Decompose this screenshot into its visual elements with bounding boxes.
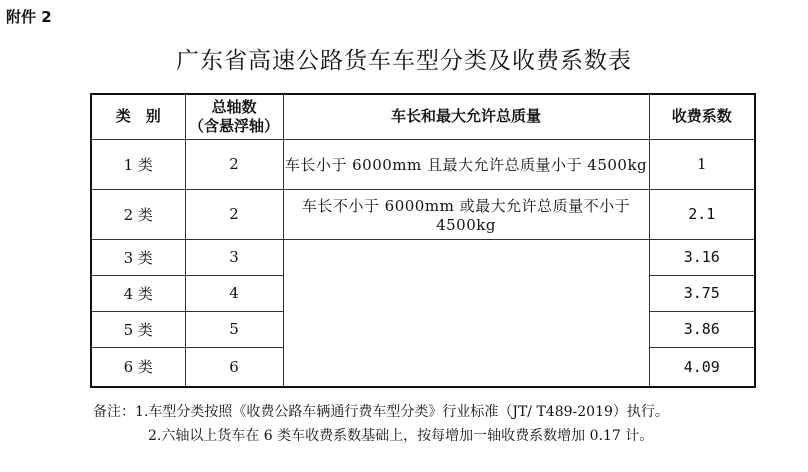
note-line-1: 备注：1.车型分类按照《收费公路车辆通行费车型分类》行业标准（JT/ T489-2019）执行。 <box>93 404 669 420</box>
header-axles-line1: 总轴数 <box>211 97 257 116</box>
category-cell: 3 类 <box>91 239 185 275</box>
table-header-row <box>91 94 755 139</box>
attachment-label: 附件 2 <box>6 8 52 26</box>
fee-coefficient-table <box>90 93 756 388</box>
category-cell: 5 类 <box>91 311 185 347</box>
fee-cell: 4.09 <box>649 347 755 387</box>
note-line-2: 2.六轴以上货车在 6 类车收费系数基础上，按每增加一轴收费系数增加 0.17 计。 <box>148 428 654 444</box>
axles-cell: 5 <box>185 311 283 347</box>
page-title: 广东省高速公路货车车型分类及收费系数表 <box>176 48 632 74</box>
category-cell: 6 类 <box>91 347 185 387</box>
table-row <box>91 189 755 239</box>
fee-cell: 3.16 <box>649 239 755 275</box>
axles-cell: 3 <box>185 239 283 275</box>
spec-cell: 车长不小于 6000mm 或最大允许总质量不小于 4500kg <box>283 189 649 239</box>
fee-cell: 1 <box>649 139 755 189</box>
table-row <box>91 139 755 189</box>
table-row <box>91 239 755 275</box>
axles-cell: 6 <box>185 347 283 387</box>
header-axles-line2: （含悬浮轴） <box>188 116 279 135</box>
axles-cell: 2 <box>185 139 283 189</box>
notes <box>93 400 669 448</box>
axles-cell: 2 <box>185 189 283 239</box>
header-fee: 收费系数 <box>649 94 755 139</box>
category-cell: 1 类 <box>91 139 185 189</box>
fee-cell: 3.75 <box>649 275 755 311</box>
header-axles <box>185 94 283 139</box>
fee-cell: 3.86 <box>649 311 755 347</box>
header-category: 类 别 <box>91 94 185 139</box>
category-cell: 4 类 <box>91 275 185 311</box>
spec-merged-cell <box>283 239 649 387</box>
header-spec: 车长和最大允许总质量 <box>283 94 649 139</box>
spec-cell: 车长小于 6000mm 且最大允许总质量小于 4500kg <box>283 139 649 189</box>
fee-cell: 2.1 <box>649 189 755 239</box>
axles-cell: 4 <box>185 275 283 311</box>
category-cell: 2 类 <box>91 189 185 239</box>
